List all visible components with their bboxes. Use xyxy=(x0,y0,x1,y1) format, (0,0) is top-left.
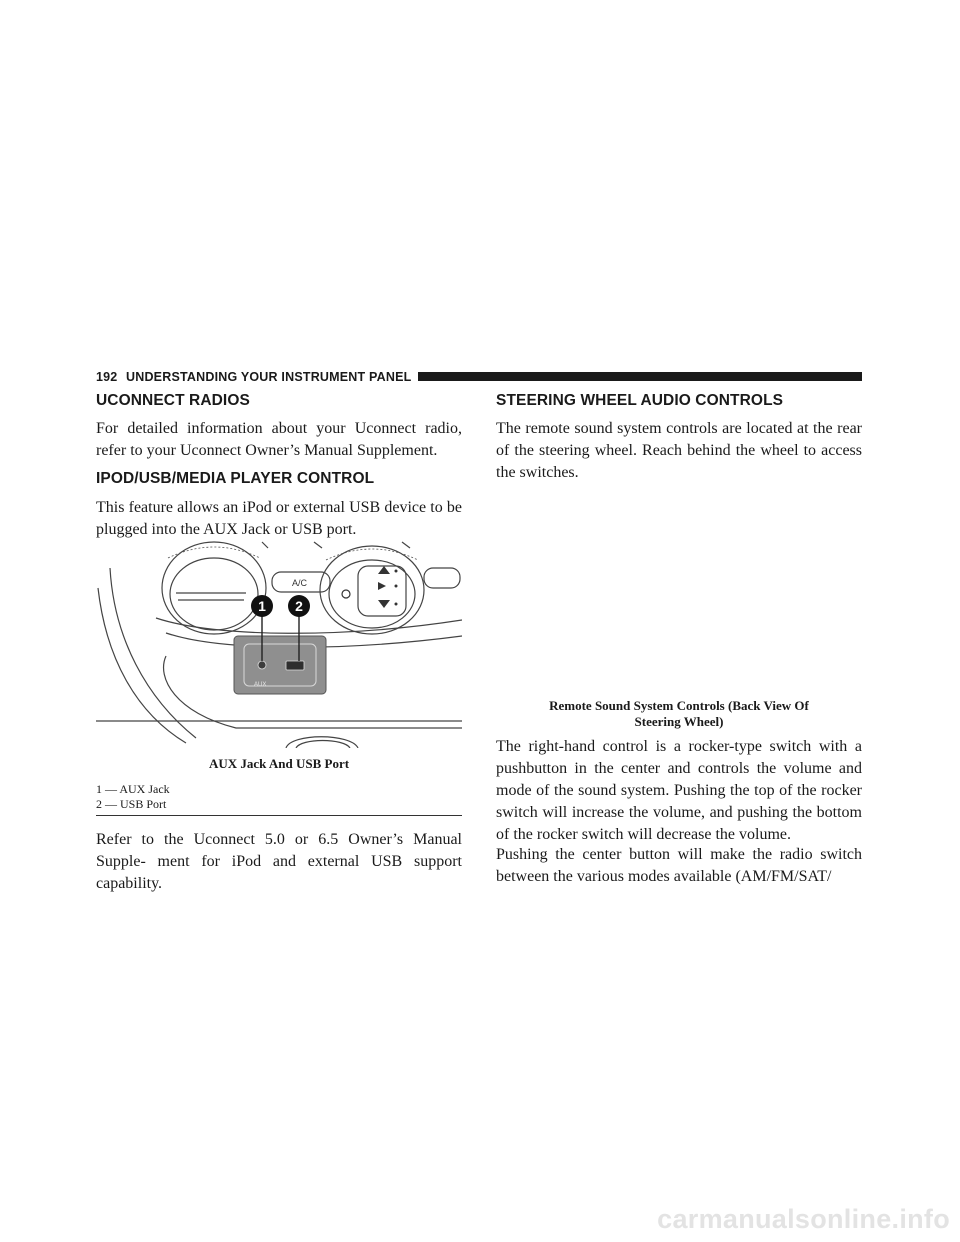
rocker-body: The right-hand control is a rocker-type switch with a pushbutton in the center and controls the volume and mode of the sound system. Pushing the top of the rocker switch will increase the volume, and pushing the bottom of the rocker switch will decrease the volume. xyxy=(496,738,862,843)
aux-jack xyxy=(258,661,266,669)
dashboard-illustration xyxy=(96,538,462,748)
caption-line-2: Steering Wheel) xyxy=(634,714,724,729)
refer-body: Refer to the Uconnect 5.0 or 6.5 Owner’s Manual Supple- ment for iPod and external USB support capability. xyxy=(96,831,462,892)
heading-ipod-usb: IPOD/USB/MEDIA PLAYER CONTROL xyxy=(96,470,375,487)
port-panel xyxy=(234,636,326,694)
legend-item-usb: 2 — USB Port xyxy=(96,797,167,811)
left-column xyxy=(96,392,462,410)
uconnect-body: For detailed information about your Uconnect radio, refer to your Uconnect Owner’s Manual Supplement. xyxy=(96,420,462,459)
page-header xyxy=(96,369,862,385)
steering-body: The remote sound system controls are located at the rear of the steering wheel. Reach behind the wheel to access the switches. xyxy=(496,420,862,481)
header-rule xyxy=(418,372,862,381)
heading-uconnect-radios: UCONNECT RADIOS xyxy=(96,392,250,409)
aux-usb-figure xyxy=(96,538,462,748)
legend-item-aux: 1 — AUX Jack xyxy=(96,782,170,796)
callout-1-label: 1 xyxy=(258,598,266,614)
ac-label: A/C xyxy=(292,578,308,588)
section-title: UNDERSTANDING YOUR INSTRUMENT PANEL xyxy=(126,370,412,384)
figure-caption-remote-controls xyxy=(496,698,862,730)
svg-text:AUX: AUX xyxy=(254,682,267,688)
page-number: 192 xyxy=(96,370,118,384)
figure-legend xyxy=(96,782,462,812)
watermark: carmanualsonline.info xyxy=(657,1204,950,1234)
heading-steering-wheel-audio: STEERING WHEEL AUDIO CONTROLS xyxy=(496,392,784,409)
caption-line-1: Remote Sound System Controls (Back View Of xyxy=(549,698,809,713)
figure-caption-aux-usb: AUX Jack And USB Port xyxy=(208,756,350,771)
center-button-body: Pushing the center button will make the radio switch between the various modes available (AM/FM/SAT/ xyxy=(496,846,862,885)
legend-rule xyxy=(96,815,462,816)
callout-2-label: 2 xyxy=(295,598,303,614)
ipod-body: This feature allows an iPod or external USB device to be plugged into the AUX Jack or USB port. xyxy=(96,499,462,538)
usb-port xyxy=(286,661,304,670)
